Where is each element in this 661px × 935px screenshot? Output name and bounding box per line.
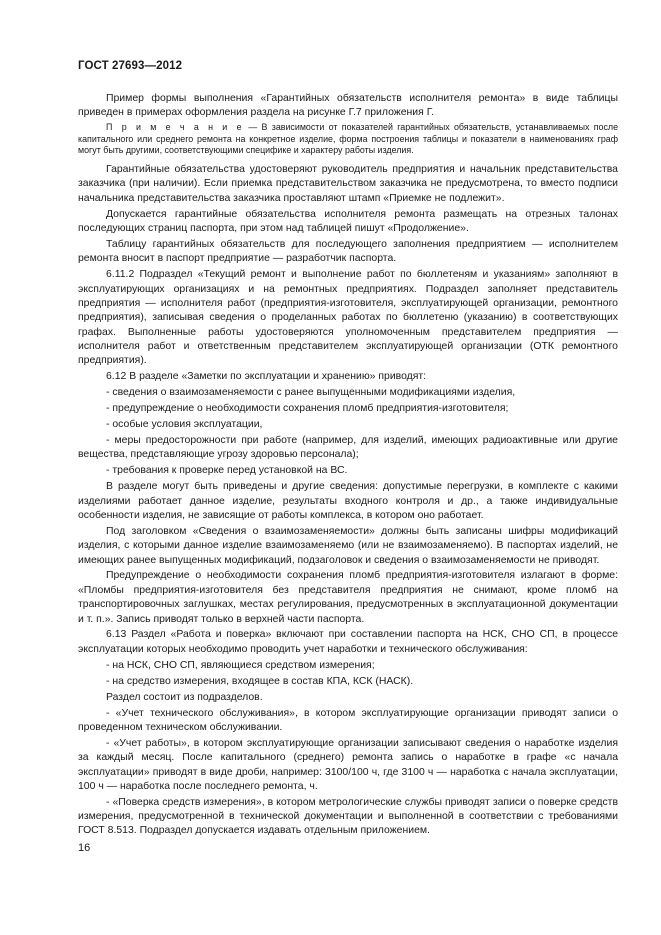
standard-header: ГОСТ 27693—2012 [78,60,183,72]
list-item: - требования к проверке перед установкой на ВС. [106,465,348,477]
document-body [78,92,618,840]
list-item: - особые условия эксплуатации, [106,419,263,431]
list-item: - «Поверка средств измерения», в котором метрологические службы приводят записи о поверке средств измерения, предусмотренной в технической документации и выполненной в соответствии с требованиями ГОСТ 8.513. Подраздел допускается издавать отдельным приложением. [78,796,618,837]
note-label: П р и м е ч а н и е [106,122,245,133]
note-text: — В зависимости от показателей гарантийных обязательств, устанавливаемых после капитального или среднего ремонта на конкретное изделие, форма построения таблицы и показатели в наименованиях граф могут быть другими, соответствующими специфике и характеру работы изделия. [78,122,619,156]
paragraph: В разделе могут быть приведены и другие сведения: допустимые перегрузки, в комплекте с какими изделиями работает данное изделие, результаты входного контроля и др., а также индивидуальные особенности изделия, не зависящие от работы комплекса, в котором оно работает. [78,481,618,521]
paragraph: Под заголовком «Сведения о взаимозаменяемости» должны быть записаны шифры модификаций изделия, с которыми данное изделие взаимозаменяемо (или не взаимозаменяемо). В паспортах изделий, не имеющих ранее выпущенных модификаций, подзаголовок и сведения о взаимозаменяемости не приводят. [78,525,618,566]
page-number: 16 [78,842,91,854]
list-item: - на средство измерения, входящее в состав КПА, КСК (НАСК). [106,675,414,687]
paragraph: Гарантийные обязательства удостоверяют руководитель предприятия и начальник представительства заказчика (при наличии). Если приемка представительством заказчика не предусмотрена, то вместо подписи начальника представительства заказчика проставляют штамп «Приемке не подлежит». [78,164,618,204]
section-6-13: 6.13 Раздел «Работа и поверка» включают при составлении паспорта на НСК, СНО СП, в процессе эксплуатации которых необходимо проводить учет наработки и технического обслуживания: [78,629,618,655]
list-item: - «Учет технического обслуживания», в котором эксплуатирующие организации приводят записи о проведенном техническом обслуживании. [78,707,618,733]
paragraph: Пример формы выполнения «Гарантийных обязательств исполнителя ремонта» в виде таблицы приведен в примерах оформления раздела на рисунке Г.7 приложения Г. [78,93,618,119]
list-item: - предупреждение о необходимости сохранения пломб предприятия-изготовителя; [106,403,509,415]
note-paragraph [78,122,618,157]
list-item: - «Учет работы», в котором эксплуатирующие организации записывают сведения о наработке изделия за каждый месяц. После капитального (среднего) ремонта запись о наработке в графе «с начала эксплуатации» приводят в виде дроби, например: 3100/100 ч, где 3100 ч — наработка с начала эксплуатации, 100 ч — наработка после последнего ремонта, ч. [78,737,618,792]
paragraph: Допускается гарантийные обязательства исполнителя ремонта размещать на отрезных талонах последующих страниц паспорта, при этом над таблицей пишут «Продолжение». [78,208,618,235]
section-6-12: 6.12 В разделе «Заметки по эксплуатации и хранению» приводят: [106,371,427,383]
list-item: - сведения о взаимозаменяемости с ранее выпущенными модификациями изделия, [106,387,516,399]
section-6-11-2: 6.11.2 Подраздел «Текущий ремонт и выполнение работ по бюллетеням и указаниям» заполняют в эксплуатирующих организациях и на ремонтных предприятиях. Подраздел заполняет представитель предприятия — исполнителя работ (предприятия-изготовителя, эксплуатирующей организации, ремонтного предприятия), записывая сведения о проделанных работах по бюллетеню (указанию) в соответствующих графах. Выполненные работы удостоверяются уполномоченным представителем предприятия — исполнителя работ и ответственным представителем эксплуатирующей организации (ОТК ремонтного предприятия). [78,269,618,367]
list-item: - на НСК, СНО СП, являющиеся средством измерения; [106,659,375,671]
paragraph: Раздел состоит из подразделов. [106,691,263,703]
list-item: - меры предосторожности при работе (например, для изделий, имеющих радиоактивные или другие вещества, представляющие угрозу здоровью персонала); [78,435,618,461]
paragraph: Предупреждение о необходимости сохранения пломб предприятия-изготовителя излагают в форме: «Пломбы предприятия-изготовителя без представителя предприятия не снимают, кроме пломб на транспортировочных заглушках, местах регулирования, предусмотренных в эксплуатационной документации и т. п.». Запись приводят только в верхней части паспорта. [78,570,618,625]
paragraph: Таблицу гарантийных обязательств для последующего заполнения предприятием — исполнителем ремонта вносит в паспорт предприятие — разработчик паспорта. [78,238,618,265]
